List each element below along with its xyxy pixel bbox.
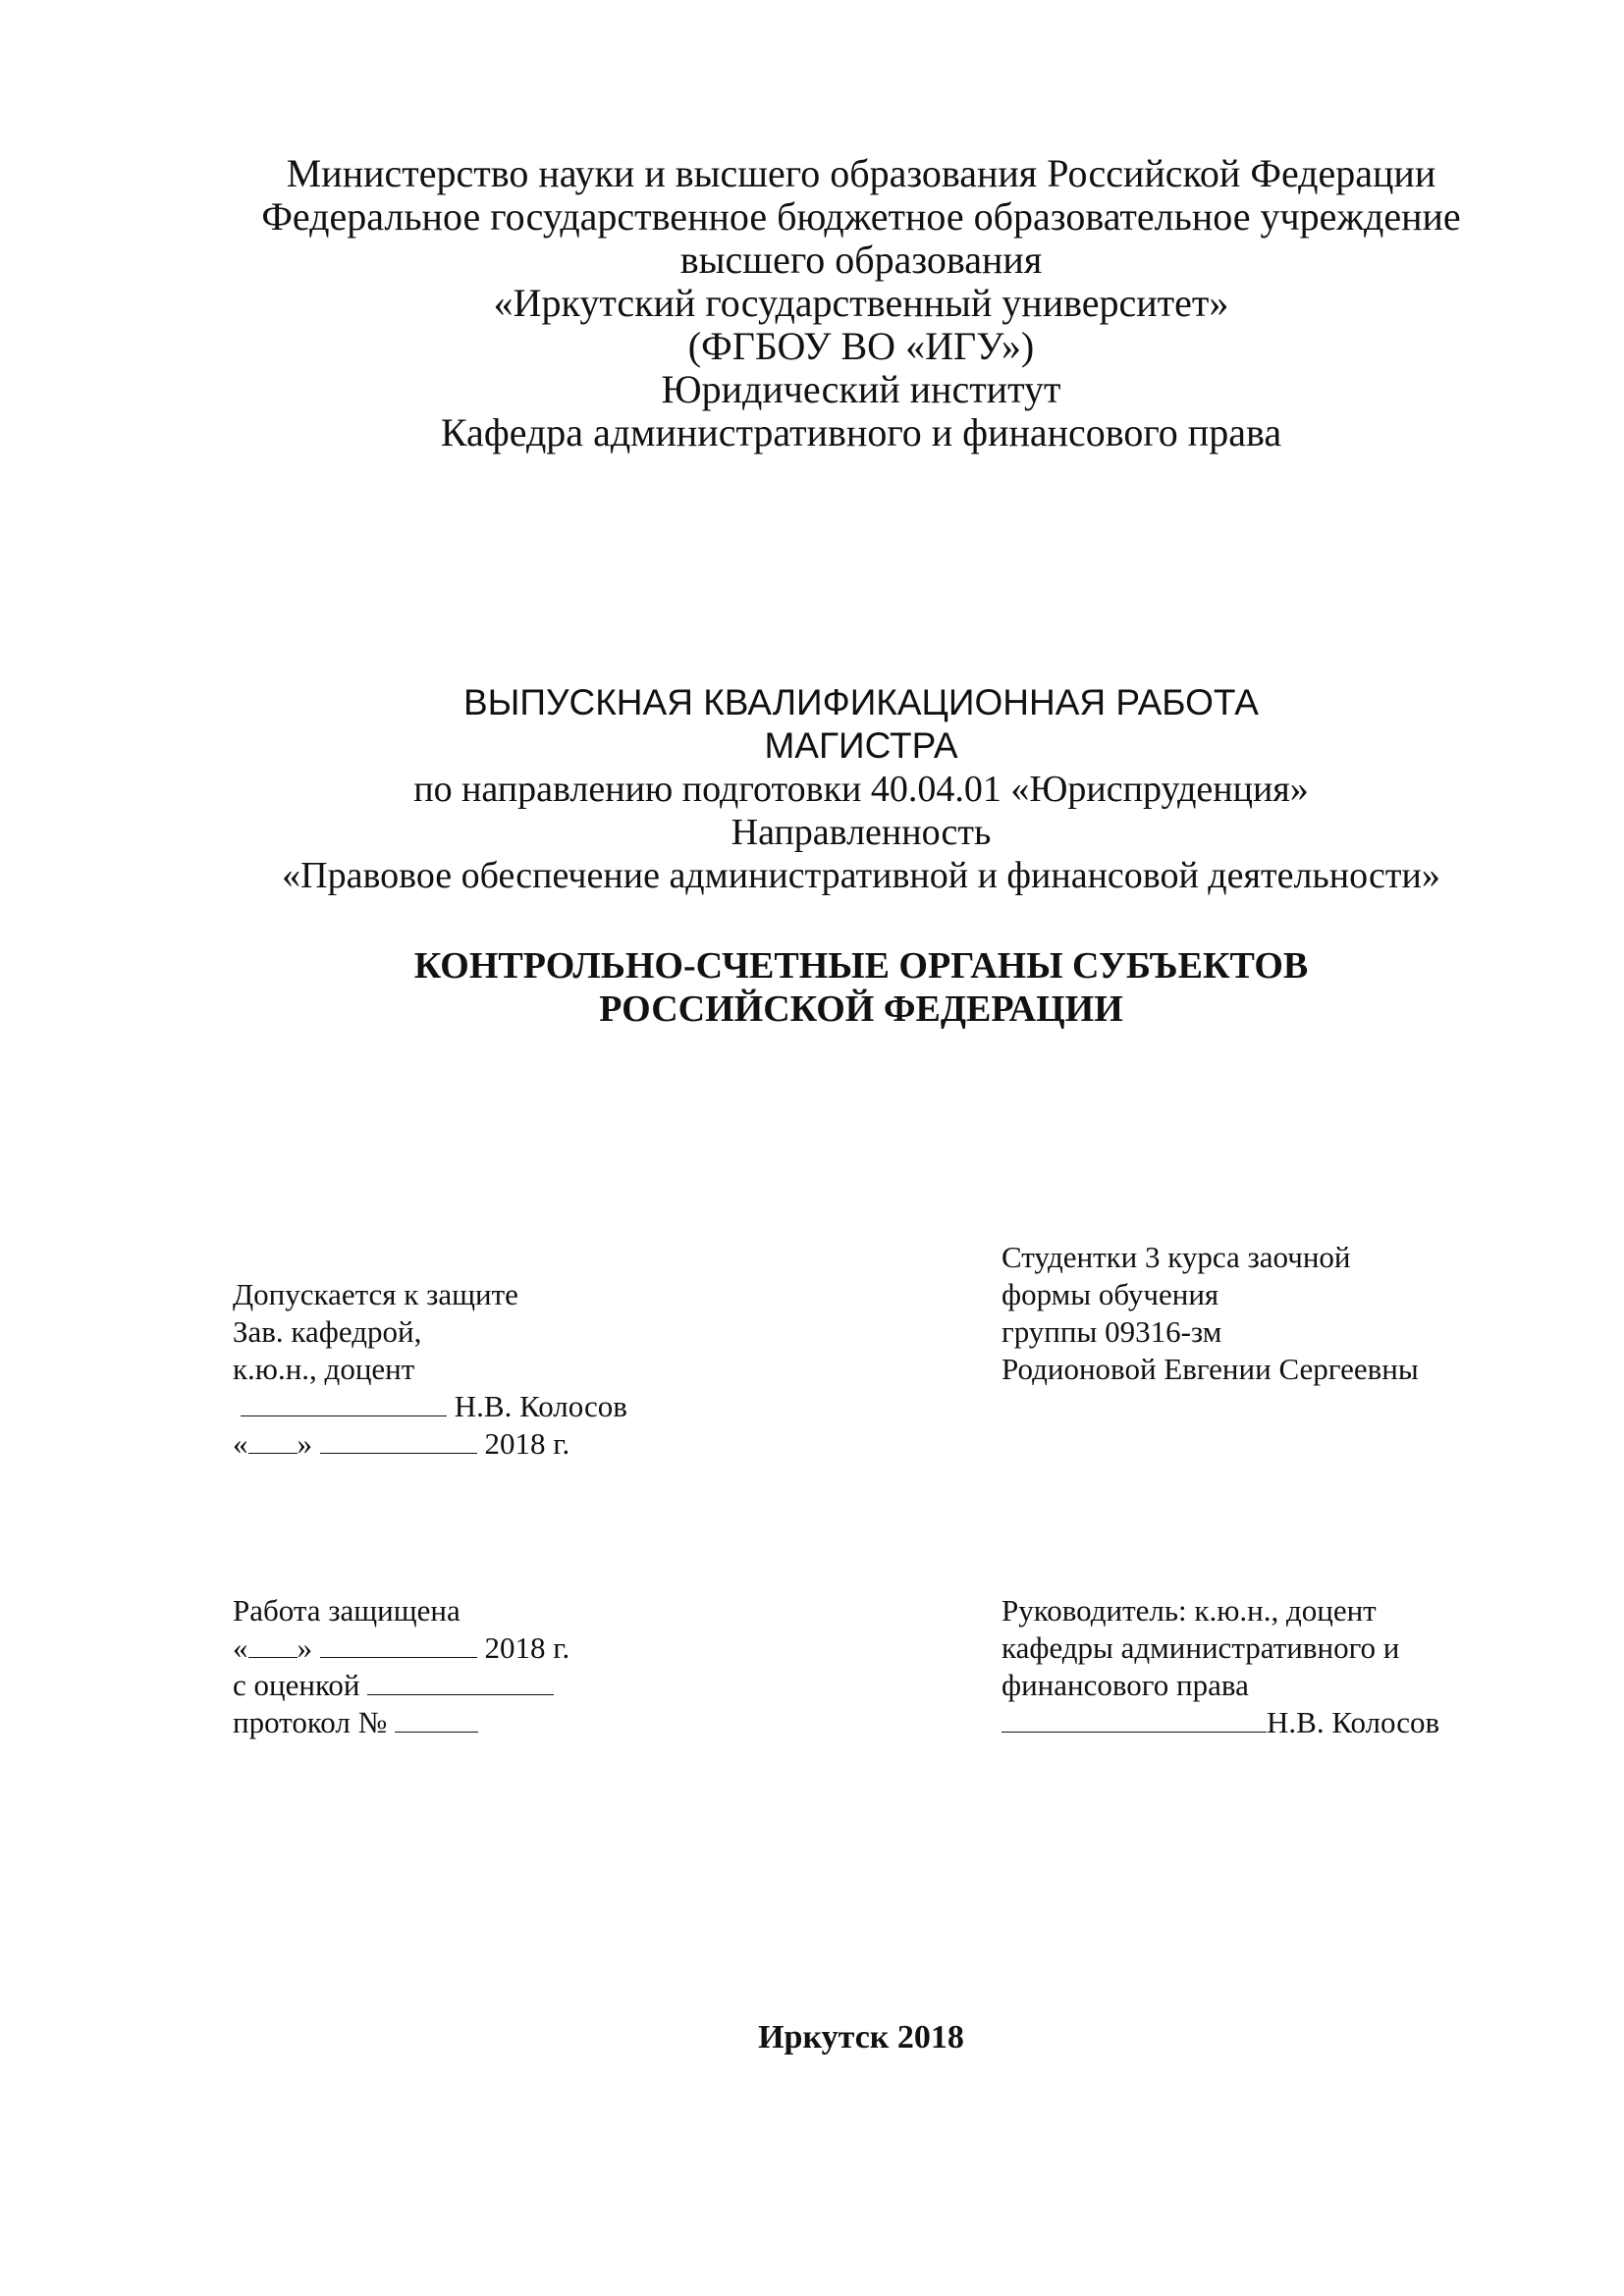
day-blank[interactable]: [248, 1427, 298, 1454]
student-block: [1001, 1239, 1419, 1388]
thesis-type-block: [0, 681, 1624, 897]
protocol-line: [233, 1704, 569, 1741]
admission-line2: Зав. кафедрой,: [233, 1314, 422, 1349]
supervisor-block: [1001, 1592, 1439, 1741]
thesis-type-line1: ВЫПУСКНАЯ КВАЛИФИКАЦИОННАЯ РАБОТА: [463, 682, 1259, 722]
date-close-quote: »: [297, 1426, 312, 1461]
signature-blank[interactable]: [241, 1390, 447, 1416]
thesis-direction: по направлению подготовки 40.04.01 «Юриспруденция»: [413, 769, 1309, 810]
admission-signature-line: [233, 1388, 627, 1425]
institution-type-line: Федеральное государственное бюджетное образовательное учреждение: [261, 194, 1461, 239]
month-blank[interactable]: [320, 1427, 477, 1454]
institution-header: [0, 152, 1624, 454]
protocol-label: протокол №: [233, 1705, 388, 1739]
date-open-quote: «: [233, 1630, 248, 1665]
thesis-type-line2: МАГИСТРА: [764, 725, 958, 766]
education-level-line: высшего образования: [679, 238, 1043, 282]
title-line2: РОССИЙСКОЙ ФЕДЕРАЦИИ: [599, 988, 1123, 1030]
student-line3: группы 09316-зм: [1001, 1314, 1222, 1349]
university-name-line: «Иркутский государственный университет»: [493, 281, 1229, 325]
date-close-quote: »: [297, 1630, 312, 1665]
admission-block: [233, 1276, 627, 1463]
supervisor-line1: Руководитель: к.ю.н., доцент: [1001, 1593, 1377, 1628]
admission-year: 2018 г.: [484, 1426, 570, 1461]
supervisor-line2: кафедры административного и: [1001, 1630, 1400, 1665]
admission-line3: к.ю.н., доцент: [233, 1352, 415, 1386]
supervisor-signer: Н.В. Колосов: [1267, 1705, 1440, 1739]
institute-line: Юридический институт: [661, 367, 1061, 411]
day-blank[interactable]: [248, 1631, 298, 1658]
admission-line1: Допускается к защите: [233, 1277, 518, 1311]
defense-line1: Работа защищена: [233, 1593, 460, 1628]
title-line1: КОНТРОЛЬНО-СЧЕТНЫЕ ОРГАНЫ СУБЪЕКТОВ: [413, 945, 1309, 987]
thesis-focus-value: «Правовое обеспечение административной и финансовой деятельности»: [282, 855, 1440, 896]
date-open-quote: «: [233, 1426, 248, 1461]
student-line1: Студентки 3 курса заочной: [1001, 1240, 1351, 1274]
admission-signer: Н.В. Колосов: [454, 1389, 627, 1423]
month-blank[interactable]: [320, 1631, 477, 1658]
city-year: Иркутск 2018: [758, 2019, 964, 2056]
defense-year: 2018 г.: [484, 1630, 570, 1665]
thesis-title: [0, 944, 1624, 1031]
department-line: Кафедра административного и финансового права: [440, 410, 1282, 454]
defense-block: [233, 1592, 569, 1741]
admission-date-line: [233, 1425, 627, 1463]
protocol-number-blank[interactable]: [395, 1706, 478, 1733]
university-abbrev-line: (ФГБОУ ВО «ИГУ»): [687, 324, 1035, 368]
ministry-line: Министерство науки и высшего образования Российской Федерации: [286, 151, 1436, 195]
student-name: Родионовой Евгении Сергеевны: [1001, 1352, 1419, 1386]
student-line2: формы обучения: [1001, 1277, 1219, 1311]
grade-line: [233, 1667, 569, 1704]
thesis-focus-label: Направленность: [731, 812, 992, 853]
grade-label: с оценкой: [233, 1668, 360, 1702]
footer-city-year: [0, 2018, 1624, 2057]
supervisor-line3: финансового права: [1001, 1668, 1249, 1702]
signature-blank[interactable]: [1001, 1706, 1267, 1733]
supervisor-signature-line: [1001, 1704, 1439, 1741]
defense-date-line: [233, 1629, 569, 1667]
grade-blank[interactable]: [367, 1669, 554, 1695]
